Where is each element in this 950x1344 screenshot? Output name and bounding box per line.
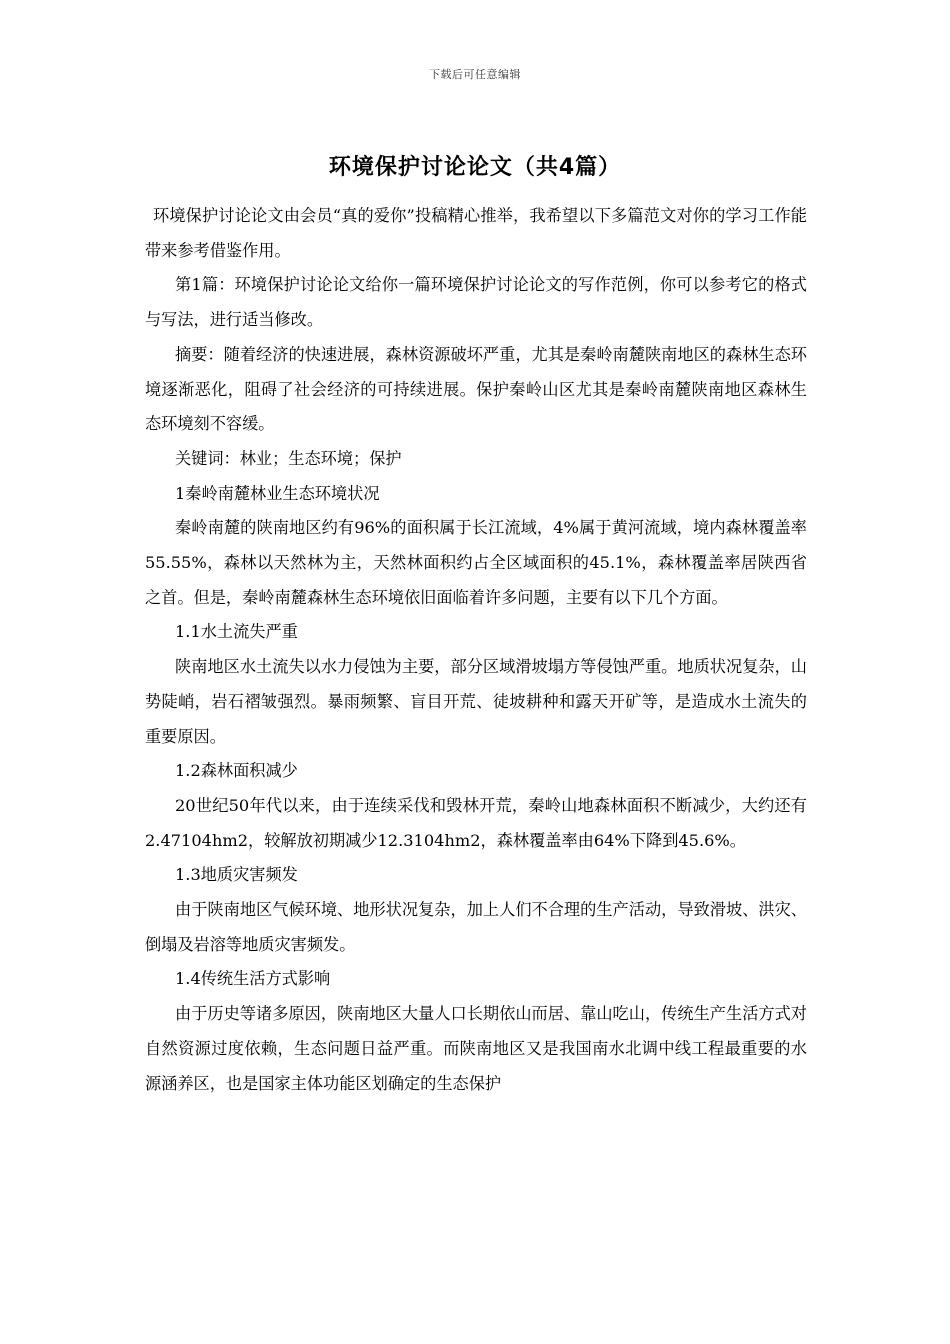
section-heading-1-4: 1.4传统生活方式影响: [175, 969, 331, 989]
body-paragraph: 秦岭南麓的陕南地区约有96%的面积属于长江流域，4%属于黄河流域，境内森林覆盖率55.55%，森林以天然林为主，天然林面积约占全区域面积的45.1%，森林覆盖率居陕西省之首。但是，秦岭南麓森林生态环境依旧面临着许多问题，主要有以下几个方面。: [145, 518, 807, 607]
document-title: 环境保护讨论论文（共4篇）: [328, 155, 622, 180]
body-paragraph: 由于历史等诸多原因，陕南地区大量人口长期依山而居、靠山吃山，传统生产生活方式对自然资源过度依赖，生态问题日益严重。而陕南地区又是我国南水北调中线工程最重要的水源涵养区，也是国家主体功能区划确定的生态保护: [145, 1004, 807, 1093]
body-paragraph: 20世纪50年代以来，由于连续采伐和毁林开荒，秦岭山地森林面积不断减少，大约还有2.47104hm2，较解放初期减少12.3104hm2，森林覆盖率由64%下降到45.6%。: [145, 795, 807, 850]
intro-paragraph: 环境保护讨论论文由会员“真的爱你”投稿精心推举，我希望以下多篇范文对你的学习工作能带来参考借鉴作用。: [145, 206, 807, 260]
download-note: 下载后可任意编辑: [429, 68, 521, 81]
body-paragraph: 陕南地区水土流失以水力侵蚀为主要，部分区域滑坡塌方等侵蚀严重。地质状况复杂，山势陡峭，岩石褶皱强烈。暴雨频繁、盲目开荒、徒坡耕种和露天开矿等，是造成水土流失的重要原因。: [145, 657, 807, 746]
section-heading-1: 1秦岭南麓林业生态环境状况: [175, 483, 380, 503]
abstract-paragraph: 摘要：随着经济的快速进展，森林资源破坏严重，尤其是秦岭南麓陕南地区的森林生态环境逐渐恶化，阻碍了社会经济的可持续进展。保护秦岭山区尤其是秦岭南麓陕南地区森林生态环境刻不容缓。: [145, 344, 807, 434]
document-body: [145, 199, 807, 1101]
section-intro-paragraph: 第1篇：环境保护讨论论文给你一篇环境保护讨论论文的写作范例，你可以参考它的格式与写法，进行适当修改。: [145, 275, 807, 330]
section-heading-1-1: 1.1水土流失严重: [175, 622, 298, 642]
keywords-paragraph: 关键词：林业；生态环境；保护: [175, 448, 402, 468]
section-heading-1-3: 1.3地质灾害频发: [175, 865, 298, 885]
section-heading-1-2: 1.2森林面积减少: [175, 761, 298, 781]
body-paragraph: 由于陕南地区气候环境、地形状况复杂，加上人们不合理的生产活动，导致滑坡、洪灾、倒塌及岩溶等地质灾害频发。: [145, 900, 807, 954]
